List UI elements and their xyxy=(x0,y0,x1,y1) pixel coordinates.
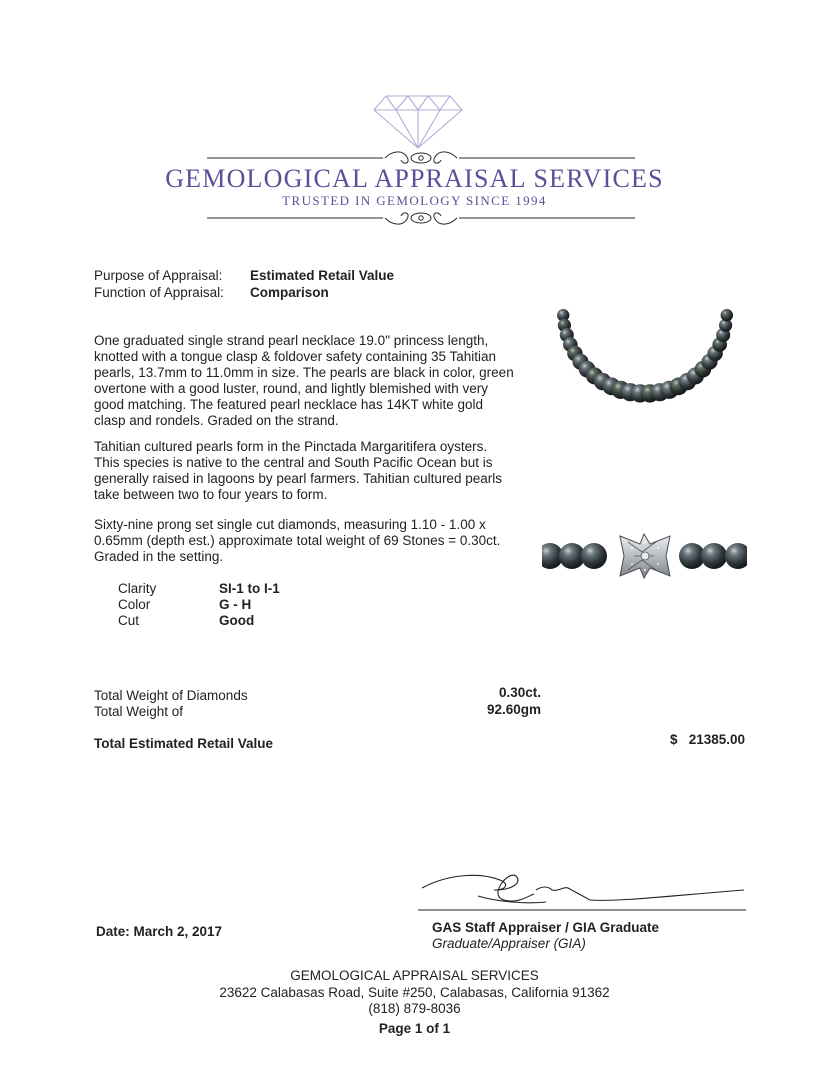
purpose-value: Estimated Retail Value xyxy=(250,268,395,283)
brand-title: GEMOLOGICAL APPRAISAL SERVICES xyxy=(165,164,664,193)
total-diamond-weight-value: 0.30ct. xyxy=(498,685,541,700)
footer-phone: (818) 879-8036 xyxy=(368,1001,461,1016)
grade-value: Good xyxy=(219,613,255,628)
appraisal-date: Date: March 2, 2017 xyxy=(96,924,223,939)
logo xyxy=(0,0,829,230)
function-value: Comparison xyxy=(250,285,329,300)
description-paragraph-1: One graduated single strand pearl necklace 19.0" princess length, knotted with a tongue clasp & foldover safety containing 35 Tahitian pearls, 13.7mm to 11.0mm in size. The pearls are black in color, green overtone with a good luster, round, and lightly blemished with very good matching. The featured pearl necklace has 14KT white gold clasp and rondels. Graded on the strand. xyxy=(94,333,514,428)
footer-company: GEMOLOGICAL APPRAISAL SERVICES xyxy=(290,968,539,983)
description-paragraph-3: Sixty-nine prong set single cut diamonds, measuring 1.10 - 1.00 x 0.65mm (depth est.) approximate total weight of 69 Stones = 0.30ct. Graded in the setting. xyxy=(94,517,501,564)
grade-value: G - H xyxy=(219,597,252,612)
pearl xyxy=(721,309,733,321)
grade-value: SI-1 to I-1 xyxy=(219,581,280,596)
grade-label: Color xyxy=(118,597,151,612)
total-retail-value: 21385.00 xyxy=(688,732,745,747)
diamond-icon xyxy=(372,92,464,150)
total-retail-value-label: Total Estimated Retail Value xyxy=(94,736,274,751)
appraiser-title: GAS Staff Appraiser / GIA Graduate xyxy=(432,920,660,935)
purpose-label: Purpose of Appraisal: xyxy=(94,268,223,283)
grade-label: Cut xyxy=(118,613,140,628)
total-weight-value: 92.60gm xyxy=(486,702,541,717)
grade-label: Clarity xyxy=(118,581,157,596)
footer-address: 23622 Calabasas Road, Suite #250, Calabasas, California 91362 xyxy=(219,985,610,1000)
necklace-photo xyxy=(540,290,750,420)
brand-tagline: TRUSTED IN GEMOLOGY SINCE 1994 xyxy=(282,193,547,208)
appraiser-signature xyxy=(418,866,748,916)
page-number: Page 1 of 1 xyxy=(378,1021,451,1036)
pearl xyxy=(581,543,607,569)
bottom-rule xyxy=(207,206,635,230)
function-label: Function of Appraisal: xyxy=(94,285,224,300)
total-diamond-weight-label: Total Weight of Diamonds xyxy=(94,688,248,703)
description-paragraph-2: Tahitian cultured pearls form in the Pinctada Margaritifera oysters. This species is native to the central and South Pacific Ocean but is generally raised in lagoons by pearl farmers. Tahitian cultured pearls take between two to four years to form. xyxy=(94,439,502,502)
grade-row-color xyxy=(118,597,318,613)
pearl xyxy=(701,543,727,569)
clasp-photo xyxy=(542,522,747,592)
pearl xyxy=(725,543,747,569)
clasp-setting xyxy=(620,534,670,578)
total-weight-label: Total Weight of xyxy=(94,704,184,719)
grade-row-clarity xyxy=(118,581,318,597)
grade-row-cut xyxy=(118,613,318,629)
appraiser-subtitle: Graduate/Appraiser (GIA) xyxy=(432,936,586,951)
retail-currency: $ xyxy=(670,732,678,747)
